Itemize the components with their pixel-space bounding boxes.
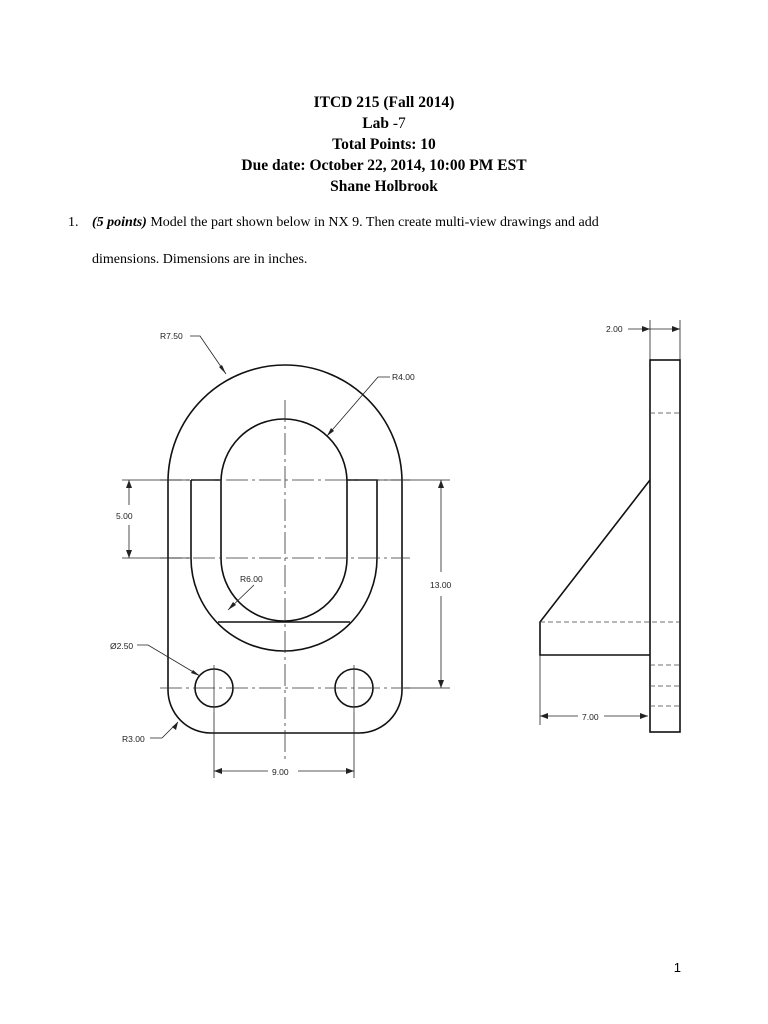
course-title: ITCD 215 (Fall 2014): [313, 94, 455, 111]
task-points: (5 points): [92, 215, 147, 230]
side-plate: [650, 360, 680, 732]
dim-1300: 13.00: [430, 580, 452, 590]
dim-500: 5.00: [116, 511, 133, 521]
dim-r300: R3.00: [122, 734, 145, 744]
dim-900: 9.00: [272, 767, 289, 777]
hidden-lines: [540, 413, 680, 706]
author-name: Shane Holbrook: [330, 178, 438, 195]
u-channel: [191, 480, 377, 651]
dimension-labels: [110, 324, 623, 777]
lab-prefix: Lab: [362, 115, 393, 132]
dim-r600: R6.00: [240, 574, 263, 584]
dim-200: 2.00: [606, 324, 623, 334]
center-lines: [160, 400, 410, 760]
dim-r400: R4.00: [392, 372, 415, 382]
due-date: Due date: October 22, 2014, 10:00 PM EST: [241, 157, 527, 174]
total-points: Total Points: 10: [332, 136, 436, 153]
side-gusset: [540, 480, 650, 655]
dim-dia250: Ø2.50: [110, 641, 134, 651]
task-line-2: dimensions. Dimensions are in inches.: [92, 252, 308, 267]
side-view: [540, 360, 680, 732]
dim-r750: R7.50: [160, 331, 183, 341]
inner-slot: [221, 419, 347, 621]
lab-number: -7: [392, 115, 406, 132]
task-number: 1.: [68, 215, 79, 230]
dim-700: 7.00: [582, 712, 599, 722]
task-line-1: Model the part shown below in NX 9. Then create multi-view drawings and add: [146, 215, 599, 230]
page-number: 1: [673, 960, 681, 975]
